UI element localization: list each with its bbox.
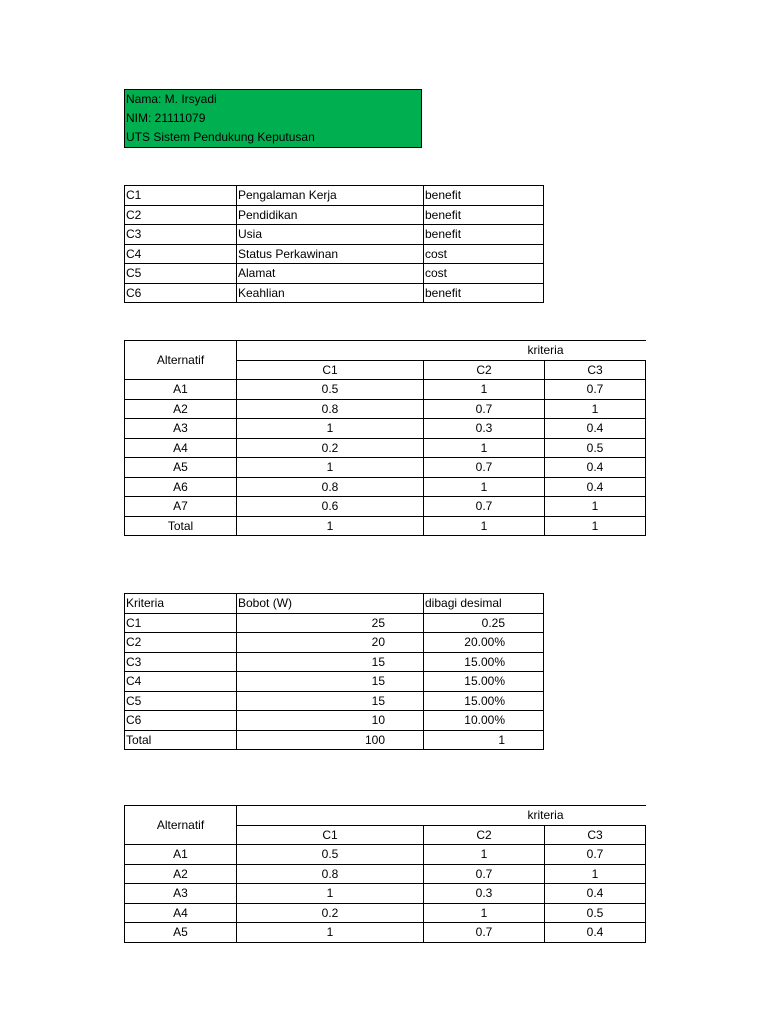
weight-criteria: Total [125,730,237,750]
kriteria-group-header: kriteria [237,806,646,826]
alternative-name: A1 [125,845,237,865]
criteria-name: Pendidikan [237,205,424,225]
criteria-type: benefit [424,186,544,206]
alternative-row [125,477,646,497]
weight-row [125,613,544,633]
alternative-value-c1: 0.8 [237,477,424,497]
weight-row [125,730,544,750]
alternative-name: A5 [125,923,237,943]
weight-value: 100 [237,730,424,750]
col-header-c1: C1 [237,825,424,845]
weight-decimal: 15.00% [424,691,544,711]
weight-value: 10 [237,711,424,731]
weight-decimal: 0.25 [424,613,544,633]
alternative-row [125,419,646,439]
alternative-row [125,380,646,400]
criteria-name: Status Perkawinan [237,244,424,264]
alternative-value-c3: 0.5 [545,438,646,458]
criteria-type: cost [424,244,544,264]
alternative-row [125,516,646,536]
alternative-row [125,497,646,517]
alternative-row [125,845,646,865]
weight-value: 15 [237,652,424,672]
weight-value: 15 [237,672,424,692]
alternative-table-1 [124,340,646,536]
criteria-row [125,244,544,264]
col-header-c1: C1 [237,360,424,380]
alternative-value-c3: 0.4 [545,923,646,943]
alternative-name: A3 [125,884,237,904]
alternative-value-c2: 1 [424,516,545,536]
criteria-code: C2 [125,205,237,225]
weight-body [125,613,544,750]
alternative-value-c1: 0.2 [237,903,424,923]
alternative-value-c3: 0.7 [545,845,646,865]
weight-row [125,672,544,692]
alternatif-header: Alternatif [125,341,237,380]
weight-decimal: 1 [424,730,544,750]
alternative-name: A7 [125,497,237,517]
alternative-row [125,864,646,884]
weight-criteria: C6 [125,711,237,731]
alternative-name: Total [125,516,237,536]
student-info-box [124,89,422,148]
criteria-code: C1 [125,186,237,206]
alternative-value-c2: 0.7 [424,458,545,478]
alternative-value-c3: 0.4 [545,884,646,904]
weight-header-kriteria: Kriteria [125,594,237,614]
alternative-value-c1: 0.6 [237,497,424,517]
criteria-type: benefit [424,283,544,303]
criteria-table [124,185,544,303]
alternative-row [125,903,646,923]
criteria-row [125,186,544,206]
alternative-name: A1 [125,380,237,400]
alternative-value-c2: 0.3 [424,419,545,439]
exam-title: UTS Sistem Pendukung Keputusan [126,130,315,144]
alternative-name: A4 [125,438,237,458]
alternative-value-c3: 1 [545,497,646,517]
weight-criteria: C5 [125,691,237,711]
col-header-c3: C3 [545,825,646,845]
criteria-type: benefit [424,205,544,225]
student-nim: NIM: 21111079 [126,111,206,125]
alternative-name: A4 [125,903,237,923]
alternative-value-c2: 0.7 [424,923,545,943]
criteria-row [125,283,544,303]
weight-row [125,633,544,653]
criteria-code: C4 [125,244,237,264]
alternative-body-1 [125,380,646,536]
criteria-body [125,186,544,303]
alternative-body-2 [125,845,646,943]
criteria-name: Alamat [237,264,424,284]
alternative-value-c1: 0.5 [237,845,424,865]
col-header-c2: C2 [424,825,545,845]
criteria-type: cost [424,264,544,284]
weight-decimal: 20.00% [424,633,544,653]
alternative-value-c2: 0.7 [424,864,545,884]
weight-criteria: C1 [125,613,237,633]
alternative-value-c3: 0.4 [545,458,646,478]
criteria-row [125,264,544,284]
criteria-code: C6 [125,283,237,303]
col-header-c2: C2 [424,360,545,380]
criteria-name: Usia [237,225,424,245]
weight-value: 25 [237,613,424,633]
alternative-value-c1: 0.5 [237,380,424,400]
weight-decimal: 10.00% [424,711,544,731]
alternative-name: A3 [125,419,237,439]
weight-row [125,711,544,731]
alternative-value-c2: 1 [424,477,545,497]
alternative-value-c1: 0.8 [237,864,424,884]
alternative-value-c2: 1 [424,438,545,458]
alternative-value-c1: 1 [237,516,424,536]
alternative-value-c3: 0.7 [545,380,646,400]
alternative-value-c1: 1 [237,884,424,904]
alternative-value-c2: 1 [424,845,545,865]
weight-table [124,593,544,750]
alternative-value-c2: 1 [424,380,545,400]
alternative-row [125,399,646,419]
alternative-row [125,438,646,458]
student-name: Nama: M. Irsyadi [126,92,217,106]
criteria-name: Keahlian [237,283,424,303]
weight-header-desimal: dibagi desimal [424,594,544,614]
weight-value: 15 [237,691,424,711]
alternative-value-c2: 0.7 [424,497,545,517]
alternative-value-c3: 1 [545,516,646,536]
alternative-name: A2 [125,864,237,884]
alternative-row [125,458,646,478]
alternative-value-c1: 1 [237,458,424,478]
weight-decimal: 15.00% [424,672,544,692]
alternative-value-c3: 0.5 [545,903,646,923]
criteria-name: Pengalaman Kerja [237,186,424,206]
alternative-row [125,884,646,904]
alternative-value-c2: 0.7 [424,399,545,419]
alternative-name: A2 [125,399,237,419]
weight-value: 20 [237,633,424,653]
weight-row [125,652,544,672]
alternative-value-c3: 1 [545,399,646,419]
alternative-row [125,923,646,943]
weight-criteria: C4 [125,672,237,692]
alternative-name: A5 [125,458,237,478]
weight-criteria: C3 [125,652,237,672]
criteria-code: C3 [125,225,237,245]
criteria-code: C5 [125,264,237,284]
weight-decimal: 15.00% [424,652,544,672]
alternative-value-c1: 1 [237,419,424,439]
weight-row [125,691,544,711]
criteria-row [125,205,544,225]
alternative-name: A6 [125,477,237,497]
criteria-row [125,225,544,245]
weight-criteria: C2 [125,633,237,653]
alternative-value-c1: 0.8 [237,399,424,419]
alternative-value-c2: 0.3 [424,884,545,904]
alternative-value-c3: 1 [545,864,646,884]
alternative-table-2 [124,805,646,943]
col-header-c3: C3 [545,360,646,380]
criteria-type: benefit [424,225,544,245]
alternative-value-c3: 0.4 [545,419,646,439]
alternatif-header: Alternatif [125,806,237,845]
weight-header-bobot: Bobot (W) [237,594,424,614]
alternative-value-c1: 0.2 [237,438,424,458]
alternative-value-c1: 1 [237,923,424,943]
alternative-value-c3: 0.4 [545,477,646,497]
kriteria-group-header: kriteria [237,341,646,361]
alternative-value-c2: 1 [424,903,545,923]
